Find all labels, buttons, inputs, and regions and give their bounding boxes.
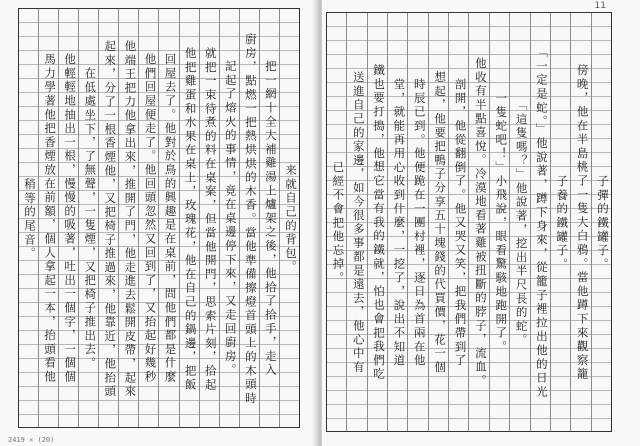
column <box>570 13 590 431</box>
column <box>468 13 488 431</box>
column-text: 時辰已到。他便跪在一團村裡，逐日為首兩在他 <box>412 78 427 368</box>
column <box>98 9 118 427</box>
manuscript-grid-right <box>326 12 612 432</box>
column-text: 送進自己的家邊，如今很多事都是遠去，他心中有 <box>351 71 366 375</box>
column <box>448 13 468 431</box>
column <box>58 9 78 427</box>
column <box>38 9 58 427</box>
column-text: 傍晚，他在半島桃了一隻大白鴉。當他蹲下來觀察籠 <box>575 64 590 382</box>
column-text: 来就自己的背包。 <box>284 163 298 275</box>
column-text: 把一網十全大補雞湯上爐架之後，他拾了拾手，走入 <box>263 60 278 378</box>
column <box>367 13 387 431</box>
column-text: 他收有半點喜悅。冷漠地看著雞被扭斷的脖子，流血。 <box>473 57 488 389</box>
column-text: 他們回屋便走了。他回頭忽然又回到了，又抬起好幾秒 <box>143 53 158 385</box>
column <box>179 9 199 427</box>
column-text: 鐵也要打搗，他想它當有我的鐵就，怕也會把我們吃 <box>372 64 387 382</box>
column-text: 記起了熔火的事情，竟在桌邊停下來，又走回廚房。 <box>223 60 238 378</box>
column-text: 在低處坐下，了無聲，一隻煙，又把椅子推出去。 <box>83 67 98 371</box>
column <box>530 13 550 431</box>
column <box>407 13 427 431</box>
column-text: 馬力學著他把香煙放在前額，個人拿起一本，抬頭看他 <box>43 53 58 385</box>
column <box>346 13 366 431</box>
column <box>279 9 299 427</box>
column-text: 一隻蛇吧！」小飛說，眼看驚駭地跑開了。 <box>494 91 509 355</box>
column-text: 就把一束待煮的料在桌案，但當他開門，思索片刻，拾起 <box>203 46 218 392</box>
column <box>19 9 38 427</box>
column <box>428 13 448 431</box>
column-text: 子養的鐵罐子。 <box>555 174 570 272</box>
column <box>509 13 529 431</box>
column-text: 廚房，點燃一把熱烘烘的木香。當他準備擦燈首頭上的木頭時 <box>243 32 258 406</box>
column-text: 他輕輕地抽出一根，慢慢的吸著，吐出一個字，一個個 <box>63 53 78 385</box>
column <box>158 9 178 427</box>
column-text: 子彈的鐵罐子。 <box>596 174 610 272</box>
column <box>327 13 346 431</box>
manuscript-grid-left <box>18 8 300 428</box>
column <box>199 9 219 427</box>
column <box>78 9 98 427</box>
column-text: 剖開，他從翻倒了。他又哭又笑，把我們帶到了 <box>453 78 468 368</box>
column <box>591 13 611 431</box>
column-text: 他端王把力他拿出來，推開了門，他走進去鬆開皮帶，起來 <box>123 39 138 399</box>
column <box>219 9 239 427</box>
column-text: 想起，他要把鴨子分享五十塊錢的代買價，花一個 <box>433 71 448 375</box>
column <box>118 9 138 427</box>
column <box>138 9 158 427</box>
column <box>387 13 407 431</box>
left-page <box>0 0 318 446</box>
page-number: 11 <box>594 1 606 11</box>
column-text: 起來，分了一根香煙他，又把椅子推過來，他靠近，他抬頭 <box>103 39 118 399</box>
column <box>489 13 509 431</box>
column-text: 堂，就能再用心收到什麼，一挖了，說出不知道 <box>392 78 407 368</box>
column-text: 稍等的尾音。 <box>22 177 37 261</box>
column-text: 他把雞蛋和水果在桌上，玫瑰花，他在自己的鍋邊，把飯 <box>183 46 198 392</box>
left-columns <box>19 9 299 427</box>
column-text: 「一定是蛇。」他說著，蹲下身來，從籠子裡拉出他的日光 <box>534 46 549 400</box>
column <box>259 9 279 427</box>
column <box>550 13 570 431</box>
column-text: 回屋去了。他對於鳥的興趣是在桌前，問他們都是什麼 <box>163 53 178 385</box>
column-text: 已經不會把他忘掉。 <box>331 160 346 286</box>
column-text: 「這隻嗎？」他說著，挖出半尺長的蛇。 <box>514 98 529 348</box>
right-columns <box>327 13 611 431</box>
footer-code: 2419 × (20) <box>8 436 55 444</box>
column <box>239 9 259 427</box>
